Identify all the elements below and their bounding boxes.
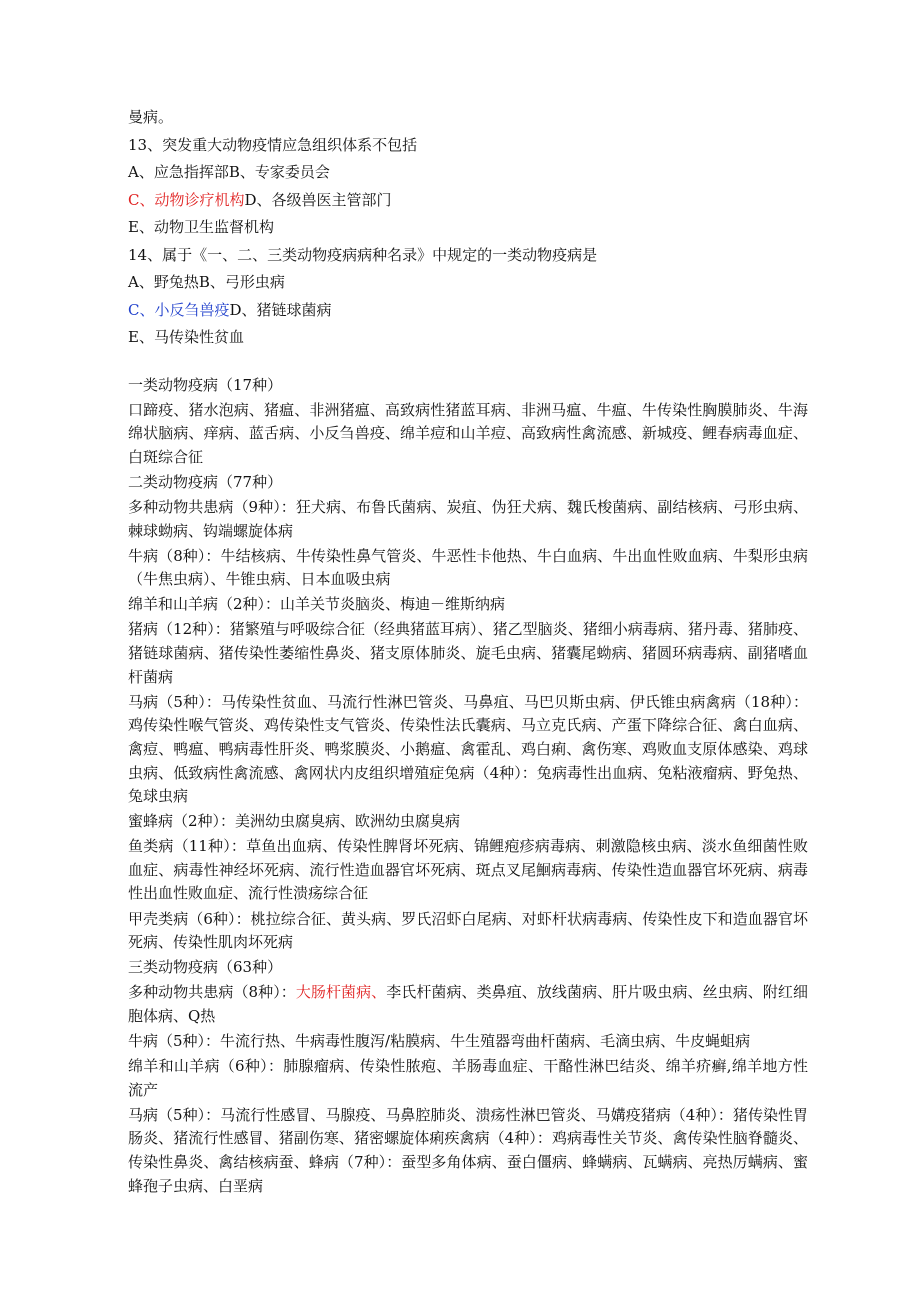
question-13-stem: 13、突发重大动物疫情应急组织体系不包括 (128, 135, 418, 154)
class2-sheep-goat: 绵羊和山羊病（2种）：山羊关节炎脑炎、梅迪－维斯纳病 (128, 595, 506, 614)
question-13-option-d: D、各级兽医主管部门 (244, 190, 392, 209)
question-13-options-ab: A、应急指挥部B、专家委员会 (128, 163, 330, 181)
class3-multi-prefix: 多种动物共患病（8种）： (128, 983, 296, 1002)
class2-fish: 鱼类病（11种）：草鱼出血病、传染性脾肾坏死病、锦鲤疱疹病毒病、刺激隐核虫病、淡水鱼细菌性败血症、病毒性神经坏死病、流行性造血器官坏死病、斑点叉尾鮰病毒病、传染性造血器官坏死病、病毒性出血性败血症、流行性溃疡综合征 (128, 837, 808, 903)
class3-sheep-goat: 绵羊和山羊病（6种）：肺腺瘤病、传染性脓疱、羊肠毒血症、干酪性淋巴结炎、绵羊疥癣,绵羊地方性流产 (128, 1057, 808, 1099)
class3-multi-answer: 大肠杆菌病、 (295, 983, 387, 1002)
class3-multi-rest: 李氏杆菌病、类鼻疽、放线菌病、肝片吸虫病、丝虫病、附红细胞体病、Q热 (128, 983, 808, 1025)
document-page (128, 104, 808, 1200)
class2-horse-poultry-rabbit: 马病（5种）：马传染性贫血、马流行性淋巴管炎、马鼻疽、马巴贝斯虫病、伊氏锥虫病禽病（18种）：鸡传染性喉气管炎、鸡传染性支气管炎、传染性法氏囊病、马立克氏病、产蛋下降综合征、禽白血病、禽痘、鸭瘟、鸭病毒性肝炎、鸭浆膜炎、小鹅瘟、禽霍乱、鸡白痢、禽伤寒、鸡败血支原体感染、鸡球虫病、低致病性禽流感、禽网状内皮组织增殖症兔病（4种）：兔病毒性出血病、兔粘液瘤病、野兔热、兔球虫病 (128, 692, 808, 806)
question-13-options-cd (128, 187, 808, 215)
question-13-option-e: E、动物卫生监督机构 (128, 218, 274, 236)
class3-multi-species (128, 981, 808, 1028)
question-14-option-e: E、马传染性贫血 (128, 328, 244, 346)
section-spacer (128, 352, 808, 374)
class2-crustacean: 甲壳类病（6种）：桃拉综合征、黄头病、罗氏沼虾白尾病、对虾杆状病毒病、传染性皮下和造血器官坏死病、传染性肌肉坏死病 (128, 909, 808, 952)
question-14-stem: 14、属于《一、二、三类动物疫病病种名录》中规定的一类动物疫病是 (128, 245, 598, 264)
question-13-answer-c: C、动物诊疗机构 (128, 190, 245, 209)
class1-disease-list: 口蹄疫、猪水泡病、猪瘟、非洲猪瘟、高致病性猪蓝耳病、非洲马瘟、牛瘟、牛传染性胸膜肺炎、牛海绵状脑病、痒病、蓝舌病、小反刍兽疫、绵羊痘和山羊痘、高致病性禽流感、新城疫、鲤春病毒血症、白斑综合征 (128, 400, 808, 466)
class2-cattle: 牛病（8种）：牛结核病、牛传染性鼻气管炎、牛恶性卡他热、牛白血病、牛出血性败血病、牛梨形虫病（牛焦虫病）、牛锥虫病、日本血吸虫病 (128, 546, 808, 589)
class2-multi-species: 多种动物共患病（9种）：狂犬病、布鲁氏菌病、炭疽、伪狂犬病、魏氏梭菌病、副结核病、弓形虫病、棘球蚴病、钩端螺旋体病 (128, 497, 808, 540)
class1-heading: 一类动物疫病（17种） (128, 375, 283, 394)
question-14-option-d: D、猪链球菌病 (229, 300, 332, 319)
question-14-options-cd (128, 297, 808, 325)
class2-heading: 二类动物疫病（77种） (128, 472, 283, 491)
class3-heading: 三类动物疫病（63种） (128, 958, 283, 977)
question-14-options-ab: A、野兔热B、弓形虫病 (128, 273, 285, 291)
class3-cattle: 牛病（5种）：牛流行热、牛病毒性腹泻/粘膜病、牛生殖器弯曲杆菌病、毛滴虫病、牛皮蝇蛆病 (128, 1032, 751, 1051)
previous-question-tail: 曼病。 (128, 108, 174, 126)
class2-bee: 蜜蜂病（2种）：美洲幼虫腐臭病、欧洲幼虫腐臭病 (128, 812, 461, 831)
class3-horse-pig-poultry-silkworm-bee: 马病（5种）：马流行性感冒、马腺疫、马鼻腔肺炎、溃疡性淋巴管炎、马媾疫猪病（4种）：猪传染性胃肠炎、猪流行性感冒、猪副伤寒、猪密螺旋体痢疾禽病（4种）：鸡病毒性关节炎、禽传染性脑脊髓炎、传染性鼻炎、禽结核病蚕、蜂病（7种）：蚕型多角体病、蚕白僵病、蜂螨病、瓦螨病、亮热厉螨病、蜜蜂孢子虫病、白垩病 (128, 1105, 808, 1195)
question-14-answer-c: C、小反刍兽疫 (128, 300, 230, 319)
class2-pig: 猪病（12种）：猪繁殖与呼吸综合征（经典猪蓝耳病）、猪乙型脑炎、猪细小病毒病、猪丹毒、猪肺疫、猪链球菌病、猪传染性萎缩性鼻炎、猪支原体肺炎、旋毛虫病、猪囊尾蚴病、猪圆环病毒病、副猪嗜血杆菌病 (128, 620, 808, 686)
